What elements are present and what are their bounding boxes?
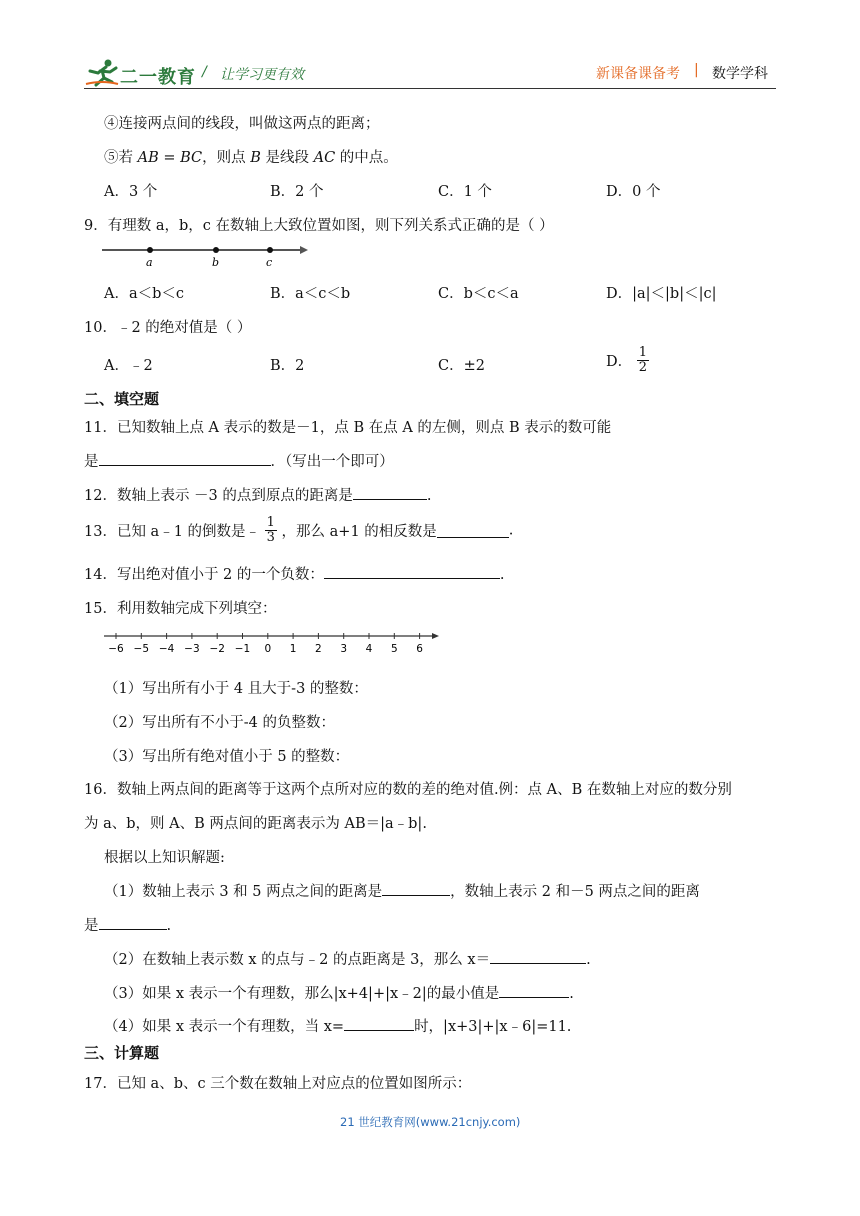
q14-post: .: [499, 567, 505, 583]
q15-sub1: （1）写出所有小于 4 且大于-3 的整数：: [104, 681, 368, 697]
q16-sub1-blank-2[interactable]: [99, 915, 167, 930]
q16-sub2: [104, 948, 591, 969]
q9-point-b: [213, 247, 219, 253]
q13-answer-blank[interactable]: [437, 523, 509, 538]
q8-item-5: [104, 146, 398, 167]
q11-line1: 11．已知数轴上点 A 表示的数是－1，点 B 在点 A 的左侧，则点 B 表示的数可能: [84, 420, 612, 436]
slogan: 让学习更有效: [220, 67, 304, 83]
q15-tick-label: 3: [340, 643, 348, 655]
q10-frac-num: 1: [638, 345, 648, 360]
q15-tick-label: −2: [209, 643, 225, 655]
q16-sub2-blank[interactable]: [490, 949, 586, 964]
q15-number-line: [102, 630, 442, 656]
q10-option-a[interactable]: A．﹣2: [104, 358, 153, 374]
q16-sub4: [104, 1015, 571, 1036]
q11-line2-pre: 是: [84, 454, 99, 470]
q13: [84, 516, 513, 545]
q16-sub1-l2-pre: 是: [84, 918, 99, 934]
q16-sub1-line2: [84, 914, 171, 935]
q9-point-a: [147, 247, 153, 253]
q15-stem: 15．利用数轴完成下列填空：: [84, 601, 277, 617]
q8-item-5-eq: AB = BC: [137, 150, 203, 166]
q10-option-b[interactable]: B．2: [270, 358, 305, 374]
q16-sub3: [104, 982, 574, 1003]
q16-line2: 为 a、b，则 A、B 两点间的距离表示为 AB＝|a﹣b|.: [84, 816, 427, 832]
q9-label-a: a: [146, 256, 153, 268]
q9-point-c: [267, 247, 273, 253]
q9-option-b[interactable]: B．a＜c＜b: [270, 286, 351, 302]
q13-frac-den: 3: [266, 530, 275, 545]
header-divider: [84, 88, 776, 89]
q8-item-5-mid: ，则点: [202, 150, 251, 166]
q15-tick-label: −3: [184, 643, 200, 655]
q15-axis-arrow: [432, 633, 439, 639]
q16-sub3-post: .: [569, 986, 574, 1002]
header-subject-label: 数学学科: [712, 66, 768, 82]
q8-item-5-mid2: 是线段: [260, 150, 314, 166]
q16-sub4-post: 时，|x+3|+|x﹣6|=11.: [414, 1019, 572, 1035]
q17-stem: 17．已知 a、b、c 三个数在数轴上对应点的位置如图所示：: [84, 1076, 472, 1092]
q14-answer-blank[interactable]: [324, 564, 500, 579]
q16-sub4-blank[interactable]: [344, 1016, 414, 1031]
logo-text: 二一教育: [120, 67, 196, 88]
q14: [84, 563, 505, 584]
q11-line2-post: ．（写出一个即可）: [270, 454, 394, 470]
q16-sub3-pre: （3）如果 x 表示一个有理数，那么|x+4|+|x﹣2|的最小值是: [104, 986, 500, 1002]
q12-post: .: [426, 488, 432, 504]
q8-item-4: ④连接两点间的线段，叫做这两点的距离；: [104, 116, 380, 132]
q16-line3: 根据以上知识解题:: [104, 850, 225, 866]
q15-sub2: （2）写出所有不小于-4 的负整数：: [104, 715, 335, 731]
q13-mid: ，那么 a+1 的相反数是: [281, 524, 437, 540]
q10-stem: 10．﹣2 的绝对值是（ ）: [84, 320, 252, 336]
q10-option-d[interactable]: [606, 346, 649, 375]
header-separator: |: [694, 62, 699, 78]
q13-pre: 13．已知 a﹣1 的倒数是﹣: [84, 524, 261, 540]
q16-sub1: [104, 880, 700, 901]
q10-option-d-fraction: [637, 346, 649, 375]
q15-tick-label: 6: [416, 643, 423, 655]
q10-frac-den: 2: [638, 360, 648, 375]
q11-line2: [84, 450, 394, 471]
q8-option-b[interactable]: B．2 个: [270, 184, 324, 200]
q15-tick-label: 0: [264, 643, 272, 655]
q15-tick-label: −6: [108, 643, 124, 655]
q15-tick-label: 1: [289, 643, 297, 655]
q8-item-5-ac: AC: [313, 150, 336, 166]
section-fill-in-title: 二、填空题: [84, 390, 160, 408]
q15-tick-label: 4: [365, 643, 373, 655]
q9-option-c[interactable]: C．b＜c＜a: [438, 286, 519, 302]
q16-sub3-blank[interactable]: [499, 983, 569, 998]
q15-sub3: （3）写出所有绝对值小于 5 的整数：: [104, 749, 350, 765]
q9-option-d[interactable]: D．|a|＜|b|＜|c|: [606, 286, 717, 302]
q9-number-line: [100, 242, 310, 268]
q9-option-a[interactable]: A．a＜b＜c: [104, 286, 185, 302]
q16-sub1-l2-post: .: [166, 918, 172, 934]
q16-sub4-pre: （4）如果 x 表示一个有理数，当 x=: [104, 1019, 345, 1035]
q8-item-5-post: 的中点。: [335, 150, 398, 166]
header-course-label: 新课备课备考: [596, 66, 680, 82]
q8-option-a[interactable]: A．3 个: [104, 184, 158, 200]
q15-tick-label: −1: [234, 643, 251, 655]
q14-pre: 14．写出绝对值小于 2 的一个负数：: [84, 567, 324, 583]
q11-answer-blank[interactable]: [99, 451, 271, 466]
q16-sub1-blank-1[interactable]: [382, 881, 450, 896]
q16-sub2-post: .: [586, 952, 591, 968]
q9-label-c: c: [266, 256, 273, 268]
q8-item-5-b: B: [250, 150, 261, 166]
section-calc-title: 三、计算题: [84, 1044, 160, 1062]
q10-option-c[interactable]: C．±2: [438, 358, 485, 374]
q15-tick-label: 5: [390, 643, 398, 655]
q16-line1: 16．数轴上两点间的距离等于这两个点所对应的数的差的绝对值.例：点 A、B 在数轴上对应的数分别: [84, 782, 732, 798]
q13-post: .: [508, 522, 514, 539]
q15-tick-label: 2: [315, 643, 322, 655]
q8-item-5-pre: ⑤若: [104, 150, 138, 166]
q12-pre: 12．数轴上表示 －3 的点到原点的距离是: [84, 488, 353, 504]
q15-tick-label: −4: [158, 643, 175, 655]
q8-option-c[interactable]: C．1 个: [438, 184, 492, 200]
slogan-slash: /: [202, 64, 207, 80]
q16-sub2-pre: （2）在数轴上表示数 x 的点与﹣2 的点距离是 3，那么 x＝: [104, 952, 491, 968]
q9-stem: 9．有理数 a，b，c 在数轴上大致位置如图，则下列关系式正确的是（ ）: [84, 218, 554, 234]
q10-option-d-label: D．: [606, 354, 633, 370]
q8-option-d[interactable]: D．0 个: [606, 184, 661, 200]
page-footer: 21 世纪教育网(www.21cnjy.com): [340, 1115, 521, 1129]
q13-fraction: [265, 516, 277, 545]
q16-sub1-mid: ，数轴上表示 2 和－5 两点之间的距离: [450, 884, 700, 900]
q16-sub1-pre: （1）数轴上表示 3 和 5 两点之间的距离是: [104, 884, 383, 900]
q9-label-b: b: [212, 256, 220, 268]
q12: [84, 484, 432, 505]
runner-logo-icon: [84, 58, 120, 88]
q13-frac-num: 1: [266, 515, 275, 530]
q12-answer-blank[interactable]: [353, 485, 427, 500]
q15-tick-label: −5: [133, 643, 150, 655]
